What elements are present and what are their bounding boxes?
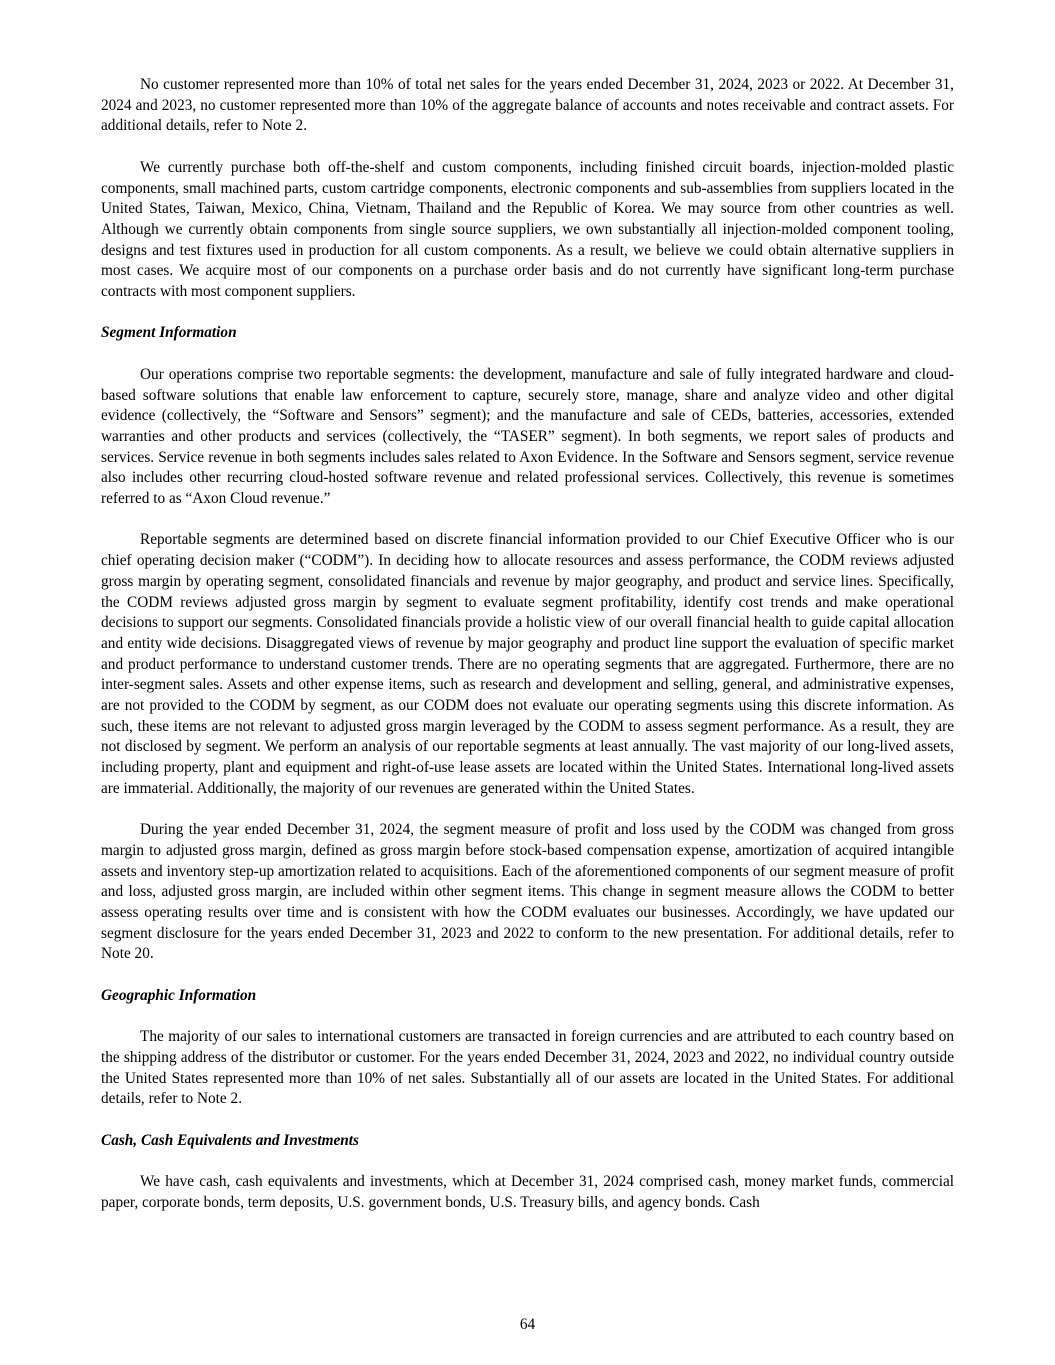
heading-geographic-information: Geographic Information <box>101 986 257 1004</box>
heading-segment-information: Segment Information <box>101 324 237 342</box>
document-body <box>101 75 954 1234</box>
paragraph-codm-review: Reportable segments are determined based on discrete financial information provided to our Chief Executive Officer who is our chief operating decision maker (“CODM”). In deciding how to allocate resources and assess performance, the CODM reviews adjusted gross margin by operating segment, consolidated financials and revenue by major geography, and product and service lines. Specifically, the CODM reviews adjusted gross margin by segment to evaluate segment profitability, identify cost trends and make operational decisions to support our segments. Consolidated financials provide a holistic view of our overall financial health to guide capital allocation and entity wide decisions. Disaggregated views of revenue by major geography and product line support the evaluation of specific market and product performance to understand customer trends. There are no operating segments that are aggregated. Furthermore, there are no inter-segment sales. Assets and other expense items, such as research and development and selling, general, and administrative expenses, are not provided to the CODM by segment, as our CODM does not evaluate our operating segments using this discrete information. As such, these items are not relevant to adjusted gross margin leveraged by the CODM to assess segment performance. As a result, they are not disclosed by segment. We perform an analysis of our reportable segments at least annually. The vast majority of our long-lived assets, including property, plant and equipment and right-of-use lease assets are located within the United States. International long-lived assets are immaterial. Additionally, the majority of our revenues are generated within the United States. <box>101 531 954 797</box>
paragraph-reportable-segments: Our operations comprise two reportable segments: the development, manufacture and sale of fully integrated hardware and cloud-based software solutions that enable law enforcement to capture, securely store, manage, share and analyze video and other digital evidence (collectively, the “Software and Sensors” segment); and the manufacture and sale of CEDs, batteries, accessories, extended warranties and other products and services (collectively, the “TASER” segment). In both segments, we report sales of products and services. Service revenue in both segments includes sales related to Axon Evidence. In the Software and Sensors segment, service revenue also includes other recurring cloud-hosted software revenue and related professional services. Collectively, this revenue is sometimes referred to as “Axon Cloud revenue.” <box>101 365 954 508</box>
paragraph-components-suppliers: We currently purchase both off-the-shelf and custom components, including finished circuit boards, injection-molded plastic components, small machined parts, custom cartridge components, electronic components and sub-assemblies from suppliers located in the United States, Taiwan, Mexico, China, Vietnam, Thailand and the Republic of Korea. We may source from other countries as well. Although we currently obtain components from single source suppliers, we own substantially all injection-molded component tooling, designs and test fixtures used in production for all custom components. As a result, we believe we could obtain alternative suppliers in most cases. We acquire most of our components on a purchase order basis and do not currently have significant long-term purchase contracts with most component suppliers. <box>101 158 954 301</box>
page-number: 64 <box>519 1316 536 1333</box>
heading-cash-investments: Cash, Cash Equivalents and Investments <box>101 1131 359 1149</box>
paragraph-international-sales: The majority of our sales to international customers are transacted in foreign currencies and are attributed to each country based on the shipping address of the distributor or customer. For the years ended December 31, 2024, 2023 and 2022, no individual country outside the United States represented more than 10% of net sales. Substantially all of our assets are located in the United States. For additional details, refer to Note 2. <box>101 1028 954 1108</box>
paragraph-cash-equivalents: We have cash, cash equivalents and investments, which at December 31, 2024 comprised cash, money market funds, commercial paper, corporate bonds, term deposits, U.S. government bonds, U.S. Treasury bills, and agency bonds. Cash <box>101 1173 954 1211</box>
paragraph-segment-measure-change: During the year ended December 31, 2024, the segment measure of profit and loss used by the CODM was changed from gross margin to adjusted gross margin, defined as gross margin before stock-based compensation expense, amortization of acquired intangible assets and inventory step-up amortization related to acquisitions. Each of the aforementioned components of our segment measure of profit and loss, adjusted gross margin, are included within other segment items. This change in segment measure allows the CODM to better assess operating results over time and is consistent with how the CODM evaluates our businesses. Accordingly, we have updated our segment disclosure for the years ended December 31, 2023 and 2022 to conform to the new presentation. For additional details, refer to Note 20. <box>101 821 954 963</box>
paragraph-customer-concentration: No customer represented more than 10% of total net sales for the years ended December 31, 2024, 2023 or 2022. At December 31, 2024 and 2023, no customer represented more than 10% of the aggregate balance of accounts and notes receivable and contract assets. For additional details, refer to Note 2. <box>101 76 954 135</box>
